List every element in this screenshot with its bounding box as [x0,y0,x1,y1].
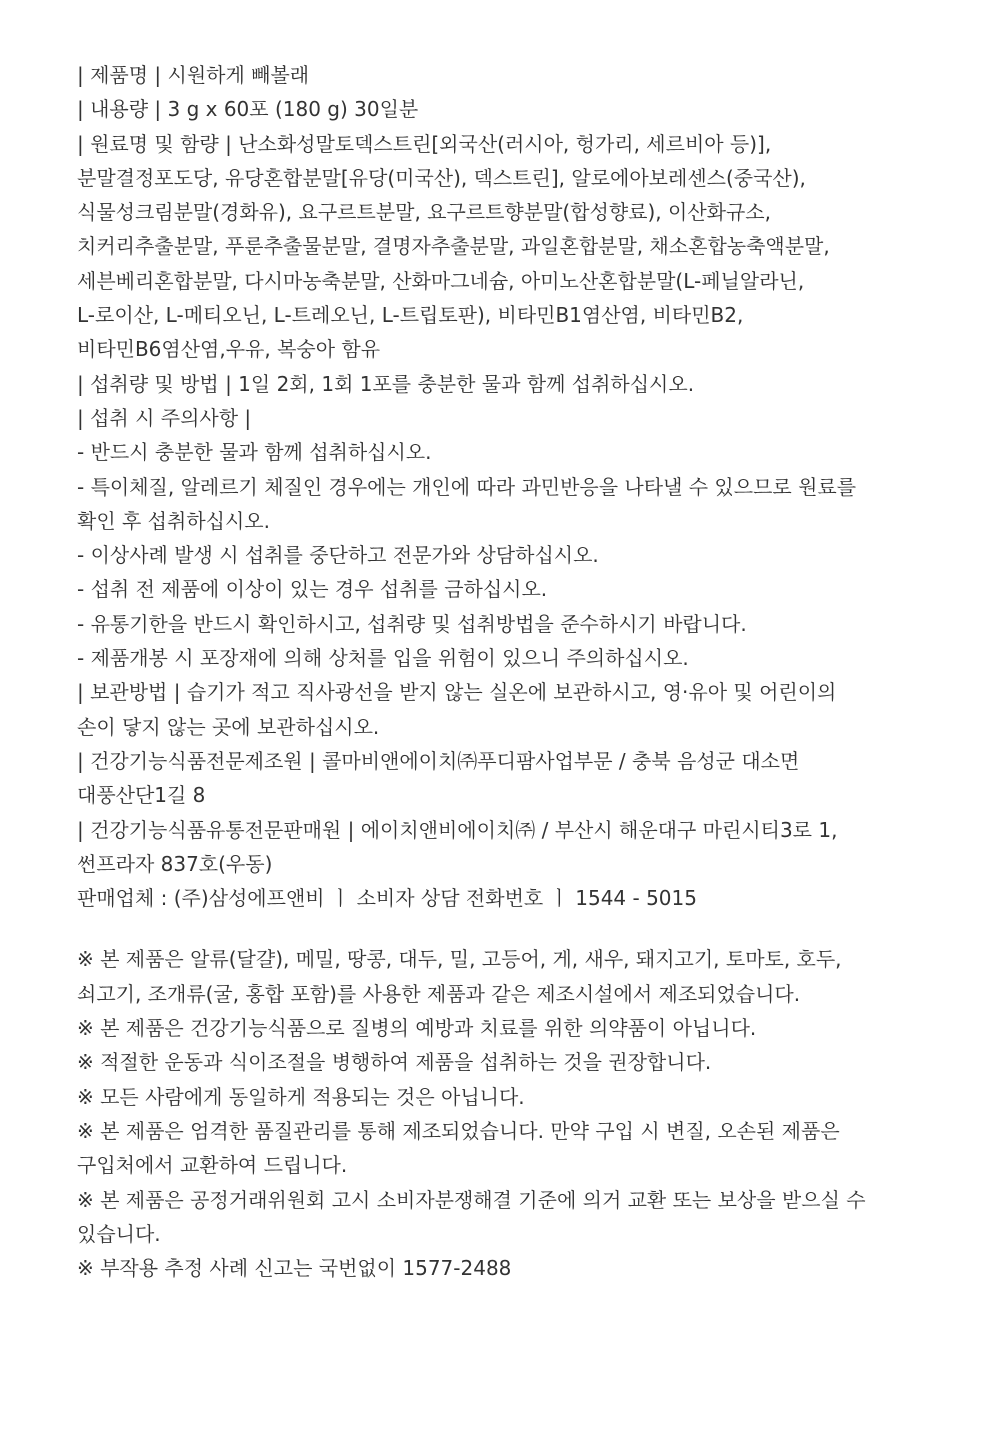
caution-item-2: - 특이체질, 알레르기 체질인 경우에는 개인에 따라 과민반응을 나타낼 수 있으므로 원료를 [77,474,857,499]
product-label-document [77,58,1000,1285]
caution-item-3: - 이상사례 발생 시 섭취를 중단하고 전문가와 상담하십시오. [77,543,599,568]
ingredients-line-1: | 원료명 및 함량 | 난소화성말토덱스트린[외국산(러시아, 헝가리, 세르비아 등)], [77,131,772,156]
caution-item-5: - 유통기한을 반드시 확인하시고, 섭취량 및 섭취방법을 준수하시기 바랍니다. [77,611,747,636]
product-info-section [77,58,1000,915]
caution-item-4: - 섭취 전 제품에 이상이 있는 경우 섭취를 금하십시오. [77,577,548,602]
storage-method-line-2: 손이 닿지 않는 곳에 보관하십시오. [77,714,380,739]
seller-contact-line: 판매업체 : (주)삼성에프앤비 ㅣ 소비자 상담 전화번호 ㅣ 1544 - 5015 [77,886,697,911]
ingredients-line-4: 치커리추출분말, 푸룬추출물분말, 결명자추출분말, 과일혼합분말, 채소혼합농축액분말, [77,234,830,259]
intake-caution-heading: | 섭취 시 주의사항 | [77,405,252,430]
notice-not-universal: ※ 모든 사람에게 동일하게 적용되는 것은 아닙니다. [77,1084,525,1109]
product-name-line: | 제품명 | 시원하게 빼볼래 [77,63,310,87]
distributor-line-2: 썬프라자 837호(우동) [77,851,273,876]
caution-item-2-cont: 확인 후 섭취하십시오. [77,508,270,533]
caution-item-1: - 반드시 충분한 물과 함께 섭취하십시오. [77,440,432,465]
notice-compensation-line-1: ※ 본 제품은 공정거래위원회 고시 소비자분쟁해결 기준에 의거 교환 또는 보상을 받으실 수 [77,1187,866,1212]
ingredients-line-2: 분말결정포도당, 유당혼합분말[유당(미국산), 덱스트린], 알로에아보레센스(중국산), [77,165,806,190]
manufacturer-line-2: 대풍산단1길 8 [77,783,206,808]
notice-quality-line-2: 구입처에서 교환하여 드립니다. [77,1153,348,1178]
notice-quality-line-1: ※ 본 제품은 엄격한 품질관리를 통해 제조되었습니다. 만약 구입 시 변질, 오손된 제품은 [77,1118,840,1143]
ingredients-line-6: L-로이산, L-메티오닌, L-트레오닌, L-트립토판), 비타민B1염산염, 비타민B2, [77,303,744,328]
notice-not-medicine: ※ 본 제품은 건강기능식품으로 질병의 예방과 치료를 위한 의약품이 아닙니다. [77,1016,757,1041]
net-content-line: | 내용량 | 3 g x 60포 (180 g) 30일분 [77,97,419,122]
intake-method-line: | 섭취량 및 방법 | 1일 2회, 1회 1포를 충분한 물과 함께 섭취하십시오. [77,371,695,396]
ingredients-line-3: 식물성크림분말(경화유), 요구르트분말, 요구르트향분말(합성향료), 이산화규소, [77,200,771,225]
notice-allergen-line-2: 쇠고기, 조개류(굴, 홍합 포함)를 사용한 제품과 같은 제조시설에서 제조되었습니다. [77,981,801,1006]
notice-side-effect-report: ※ 부작용 추정 사례 신고는 국번없이 1577-2488 [77,1256,512,1281]
notice-compensation-line-2: 있습니다. [77,1221,161,1246]
ingredients-line-5: 세븐베리혼합분말, 다시마농축분말, 산화마그네슘, 아미노산혼합분말(L-페닐알라닌, [77,268,805,293]
notice-exercise-diet: ※ 적절한 운동과 식이조절을 병행하여 제품을 섭취하는 것을 권장합니다. [77,1050,712,1075]
caution-item-6: - 제품개봉 시 포장재에 의해 상처를 입을 위험이 있으니 주의하십시오. [77,646,689,671]
ingredients-line-7: 비타민B6염산염,우유, 복숭아 함유 [77,337,381,362]
storage-method-line-1: | 보관방법 | 습기가 적고 직사광선을 받지 않는 실온에 보관하시고, 영·유아 및 어린이의 [77,680,837,705]
manufacturer-line-1: | 건강기능식품전문제조원 | 콜마비앤에이치㈜푸디팜사업부문 / 충북 음성군 대소면 [77,748,800,773]
distributor-line-1: | 건강기능식품유통전문판매원 | 에이치앤비에이치㈜ / 부산시 해운대구 마린시티3로 1, [77,817,838,842]
notices-section [77,942,1000,1285]
notice-allergen-line-1: ※ 본 제품은 알류(달걀), 메밀, 땅콩, 대두, 밀, 고등어, 게, 새우, 돼지고기, 토마토, 호두, [77,947,842,972]
